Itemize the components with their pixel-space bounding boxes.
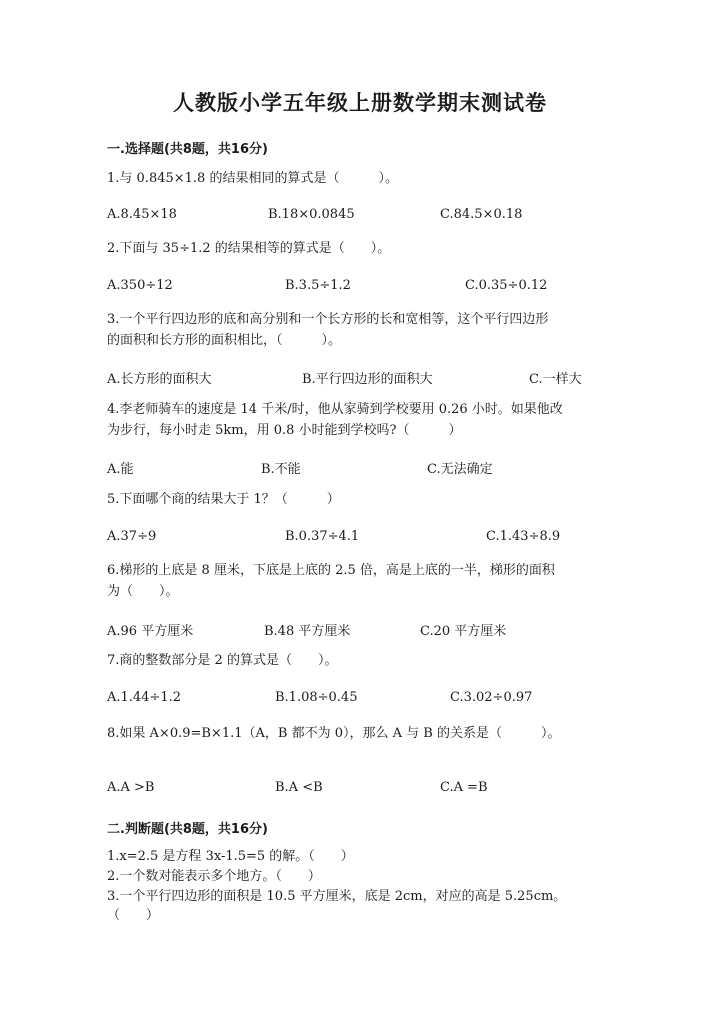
q6-option-c: C.20 平方厘米 — [420, 624, 507, 639]
q8-option-b: B.A <B — [275, 780, 323, 795]
q3-option-c: C.一样大 — [529, 372, 582, 387]
q6-option-b: B.48 平方厘米 — [264, 624, 351, 639]
question-3-line-1: 3.一个平行四边形的底和高分别和一个长方形的长和宽相等，这个平行四边形 — [107, 312, 549, 327]
question-3-line-2: 的面积和长方形的面积相比，（ ）。 — [107, 333, 342, 348]
section-heading-choice: 一.选择题(共8题，共16分) — [107, 142, 268, 157]
q1-option-c: C.84.5×0.18 — [440, 207, 523, 222]
q5-option-a: A.37÷9 — [107, 529, 157, 544]
q6-option-a: A.96 平方厘米 — [107, 624, 194, 639]
q5-option-b: B.0.37÷4.1 — [285, 529, 360, 544]
question-4-line-2: 为步行，每小时走 5km，用 0.8 小时能到学校吗?（ ） — [107, 423, 462, 438]
question-8: 8.如果 A×0.9=B×1.1（A，B 都不为 0），那么 A 与 B 的关系是（ ）。 — [107, 726, 561, 741]
q5-option-c: C.1.43÷8.9 — [486, 529, 561, 544]
q2-option-a: A.350÷12 — [107, 278, 173, 293]
q8-option-c: C.A =B — [440, 780, 488, 795]
question-7: 7.商的整数部分是 2 的算式是（ ）。 — [107, 653, 338, 668]
q7-option-a: A.1.44÷1.2 — [107, 690, 182, 705]
q4-option-b: B.不能 — [261, 462, 301, 477]
judgement-item-1: 1.x=2.5 是方程 3x-1.5=5 的解。（ ） — [107, 849, 354, 864]
q1-option-a: A.8.45×18 — [107, 207, 177, 222]
question-4-line-1: 4.李老师骑车的速度是 14 千米/时，他从家骑到学校要用 0.26 小时。如果他改 — [107, 402, 563, 417]
q7-option-b: B.1.08÷0.45 — [275, 690, 358, 705]
q2-option-c: C.0.35÷0.12 — [465, 278, 548, 293]
q3-option-a: A.长方形的面积大 — [107, 372, 212, 387]
q3-option-b: B.平行四边形的面积大 — [302, 372, 433, 387]
question-6-line-2: 为（ ）。 — [107, 584, 179, 599]
judgement-item-3: 3.一个平行四边形的面积是 10.5 平方厘米，底是 2cm，对应的高是 5.25cm。 — [107, 889, 567, 904]
q4-option-a: A.能 — [107, 462, 134, 477]
q8-option-a: A.A >B — [107, 780, 155, 795]
question-2: 2.下面与 35÷1.2 的结果相等的算式是（ ）。 — [107, 241, 391, 256]
question-6-line-1: 6.梯形的上底是 8 厘米，下底是上底的 2.5 倍，高是上底的一半，梯形的面积 — [107, 563, 555, 578]
judgement-item-3-bracket: （ ） — [107, 908, 160, 923]
question-5: 5.下面哪个商的结果大于 1？（ ） — [107, 492, 340, 507]
q1-option-b: B.18×0.0845 — [268, 207, 355, 222]
q7-option-c: C.3.02÷0.97 — [450, 690, 533, 705]
judgement-item-2: 2.一个数对能表示多个地方。（ ） — [107, 869, 321, 884]
question-1: 1.与 0.845×1.8 的结果相同的算式是（ ）。 — [107, 171, 398, 186]
section-heading-judgement: 二.判断题(共8题，共16分) — [107, 822, 268, 837]
q4-option-c: C.无法确定 — [427, 462, 493, 477]
page-title: 人教版小学五年级上册数学期末测试卷 — [173, 91, 547, 115]
q2-option-b: B.3.5÷1.2 — [285, 278, 351, 293]
